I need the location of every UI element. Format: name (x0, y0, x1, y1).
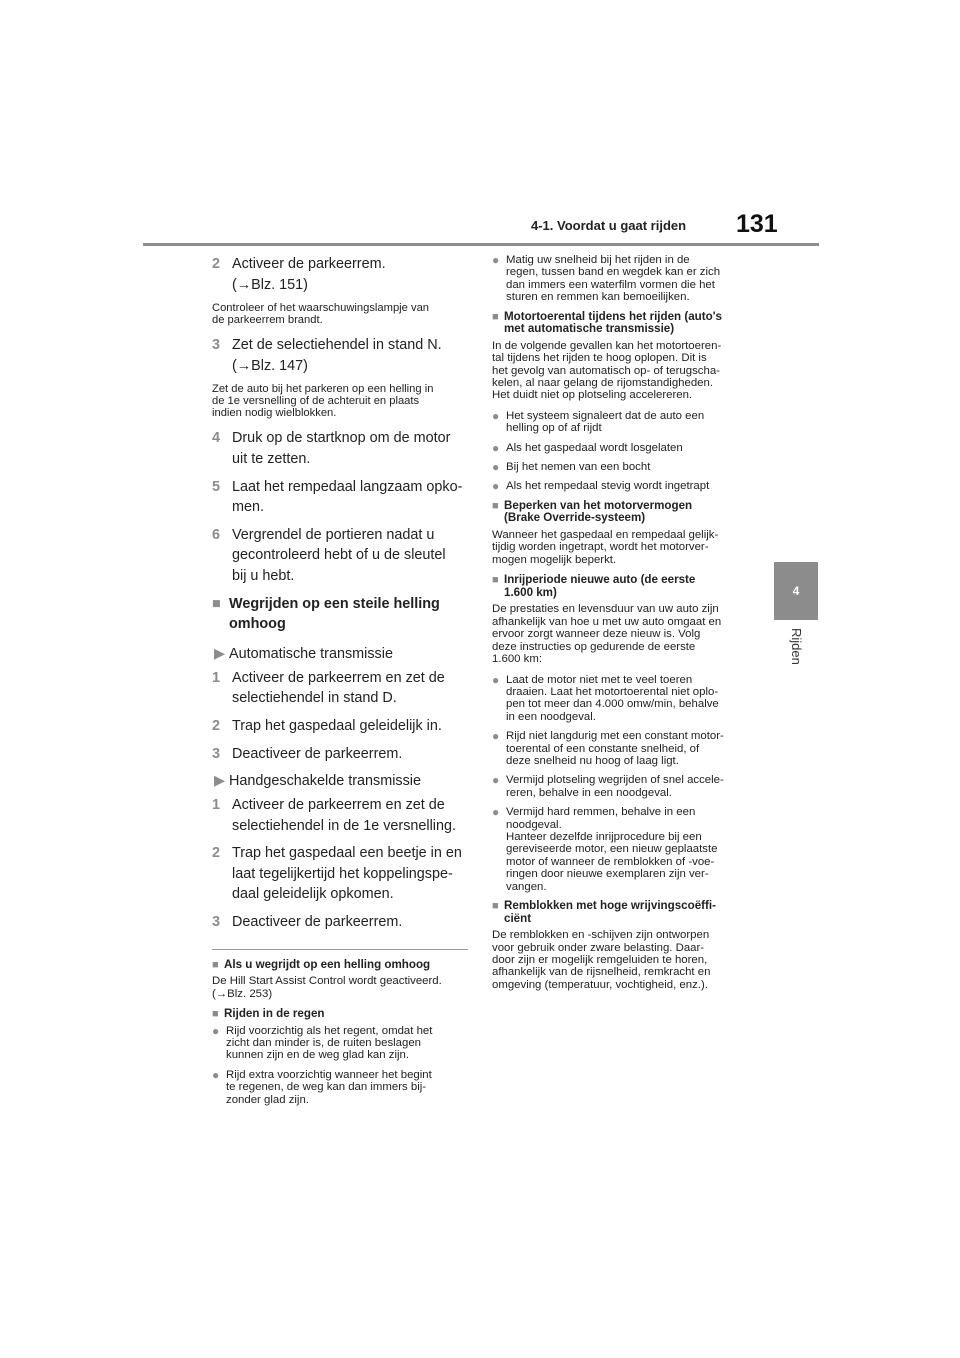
info-heading: ■ Beperken van het motorvermogen (Brake Override-systeem) (492, 498, 693, 525)
note: Zet de auto bij het parkeren op een helling in de 1e versnelling of de achteruit en plaats indien nodig wielblokken. (212, 383, 434, 420)
step: 1 Activeer de parkeerrem en zet de selectiehendel in stand D. (212, 669, 445, 707)
info-body: Wanneer het gaspedaal en rempedaal gelijk- tijdig worden ingetrapt, wordt het motorver- mogen mogelijk beperkt. (492, 529, 719, 566)
list-item: ● Rijd extra voorzichtig wanneer het begint te regenen, de weg kan dan immers bij- zonder glad zijn. (212, 1067, 432, 1106)
list-item: ● Vermijd plotseling wegrijden of snel accele- reren, behalve in een noodgeval. (492, 773, 724, 799)
info-body: De Hill Start Assist Control wordt geactiveerd. (→Blz. 253) (212, 975, 442, 1000)
circle-bullet-icon: ● (492, 773, 500, 788)
square-bullet-icon: ■ (492, 310, 499, 323)
page-number: 131 (736, 210, 778, 238)
square-bullet-icon: ■ (212, 958, 219, 971)
step: 4 Druk op de startknop om de motor uit te zetten. (212, 430, 451, 467)
step: 1 Activeer de parkeerrem en zet de selectiehendel in de 1e versnelling. (212, 797, 457, 834)
chapter-label: Rijden (789, 628, 804, 665)
step: 3 Zet de selectiehendel in stand N. (→Blz. 147) (212, 337, 442, 374)
left-column (212, 254, 468, 1113)
circle-bullet-icon: ● (492, 729, 500, 744)
circle-bullet-icon: ● (492, 460, 500, 475)
auto-steps (212, 668, 468, 764)
rain-bullets (212, 1025, 468, 1106)
list-item: ● Rijd niet langdurig met een constant motor- toerental of een constante snelheid, of deze snelheid nu hoog of laag ligt. (492, 729, 724, 767)
section-heading: ■ Wegrijden op een steile helling omhoog (212, 595, 440, 633)
info-body: In de volgende gevallen kan het motortoeren- tal tijdens het rijden te hoog oplopen. Dit is het gevolg van automatisch op- of terugscha- kelen, al naar gelang de rijomstandigheden. Het duidt niet op plotseling accelereren. (492, 339, 722, 402)
list-item: ● Rijd voorzichtig als het regent, omdat het zicht dan minder is, de ruiten beslagen kunnen zijn en de weg glad kan zijn. (212, 1023, 433, 1062)
right-column (492, 254, 758, 999)
triangle-bullet-icon: ▶ (214, 645, 226, 662)
list-item: ● Matig uw snelheid bij het rijden in de regen, tussen band en wegdek kan er zich dan immers een waterfilm vormen die het sturen en remmen kan bemoeilijken. (492, 253, 721, 304)
list-item: ● Laat de motor niet met te veel toeren draaien. Laat het motortoerental niet oplo- pen tot meer dan 4.000 omw/min, behalve in een noodgeval. (492, 672, 719, 723)
circle-bullet-icon: ● (492, 253, 500, 267)
step: 2 Trap het gaspedaal geleidelijk in. (212, 717, 442, 734)
info-heading: ■ Motortoerental tijdens het rijden (auto's met automatische transmissie) (492, 309, 722, 336)
sub-heading: ▶ Automatische transmissie (214, 645, 393, 662)
info-heading: ■ Als u wegrijdt op een helling omhoog (212, 957, 431, 971)
list-item: ● Het systeem signaleert dat de auto een helling op of af rijdt (492, 408, 705, 435)
circle-bullet-icon: ● (212, 1067, 220, 1082)
circle-bullet-icon: ● (212, 1023, 220, 1038)
circle-bullet-icon: ● (492, 479, 500, 494)
square-bullet-icon: ■ (492, 574, 499, 587)
list-item: ● Als het gaspedaal wordt losgelaten (492, 440, 683, 455)
info-heading: ■ Remblokken met hoge wrijvingscoëffi- ciënt (492, 899, 716, 925)
circle-bullet-icon: ● (492, 805, 500, 820)
square-bullet-icon: ■ (492, 499, 499, 512)
chapter-tab: 4 (774, 562, 818, 620)
sub-heading: ▶ Handgeschakelde transmissie (214, 773, 421, 790)
step: 2 Activeer de parkeerrem. (→Blz. 151) (212, 256, 386, 293)
info-body: De prestaties en levensduur van uw auto zijn afhankelijk van hoe u met uw auto omgaat en ervoor zorgt wanneer deze nieuw is. Volg deze instructies op gedurende de eerste 1.600 km: (492, 603, 722, 666)
note: Controleer of het waarschuwingslampje van de parkeerrem brandt. (212, 302, 430, 327)
step: 5 Laat het rempedaal langzaam opko- men. (212, 478, 463, 516)
step: 6 Vergrendel de portieren nadat u gecontroleerd hebt of u de sleutel bij u hebt. (212, 526, 446, 584)
circle-bullet-icon: ● (492, 440, 500, 455)
header-rule (143, 243, 819, 246)
square-bullet-icon: ■ (212, 595, 221, 612)
divider (212, 949, 468, 950)
step: 3 Deactiveer de parkeerrem. (212, 914, 403, 931)
info-heading: ■ Inrijperiode nieuwe auto (de eerste 1.600 km) (492, 573, 696, 599)
step: 3 Deactiveer de parkeerrem. (212, 745, 403, 762)
list-item: ● Vermijd hard remmen, behalve in een noodgeval. Hanteer dezelfde inrijprocedure bij een gereviseerde motor, een nieuw geplaatste motor of wanneer de remblokken of -voe- ringen door nieuwe exemplaren zijn ver- vangen. (492, 805, 718, 893)
square-bullet-icon: ■ (492, 900, 499, 912)
circle-bullet-icon: ● (492, 672, 500, 687)
square-bullet-icon: ■ (212, 1008, 219, 1021)
list-item: ● Bij het nemen van een bocht (492, 460, 651, 475)
triangle-bullet-icon: ▶ (214, 773, 226, 790)
rpm-bullets (492, 410, 758, 493)
info-heading: ■ Rijden in de regen (212, 1007, 325, 1021)
manual-steps (212, 795, 468, 933)
list-item: ● Als het rempedaal stevig wordt ingetrapt (492, 479, 710, 494)
info-body: De remblokken en -schijven zijn ontworpen voor gebruik onder zware belasting. Daar- door zijn er mogelijk remgeluiden te horen, afhankelijk van de rijsnelheid, remkracht en omgeving (temperatuur, vochtigheid, enz.). (492, 929, 711, 991)
section-title: 4-1. Voordat u gaat rijden (531, 218, 687, 233)
step: 2 Trap het gaspedaal een beetje in en laat tegelijkertijd het koppelingspe- daal geleidelijk opkomen. (212, 845, 462, 903)
circle-bullet-icon: ● (492, 408, 500, 423)
breakin-bullets (492, 674, 758, 894)
